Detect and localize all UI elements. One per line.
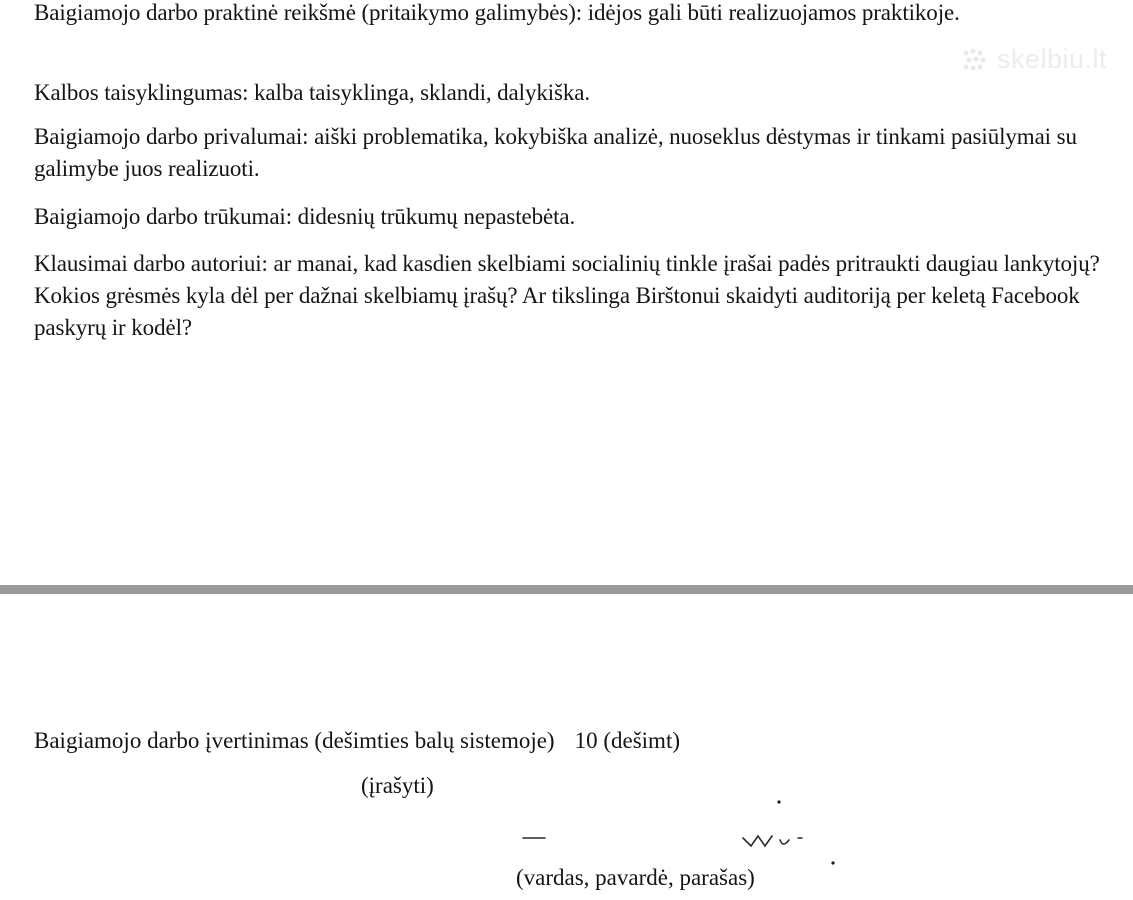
skelbiu-logo-icon (961, 47, 991, 73)
paragraph-label: Baigiamojo darbo privalumai: (34, 124, 309, 149)
paragraph-shortcomings (34, 201, 1119, 233)
paragraph-text: aiški problematika, kokybiška analizė, nuoseklus dėstymas ir tinkami pasiūlymai su galimybe juos realizuoti. (34, 124, 1077, 181)
signature-caption: (vardas, pavardė, parašas) (516, 865, 755, 890)
page-separator (0, 585, 1133, 594)
paragraph-text: ar manai, kad kasdien skelbiami socialinių tinkle įrašai padės pritraukti daugiau lankytojų? Kokios grėsmės kyla dėl per dažnai skelbiamų įrašų? Ar tikslinga Birštonui skaidyti auditoriją per keletą Facebook paskyrų ir kodėl? (34, 251, 1100, 340)
paragraph-label: Kalbos taisyklingumas: (34, 80, 249, 105)
evaluation-label: Baigiamojo darbo įvertinimas (dešimties balų sistemoje) (34, 728, 555, 753)
paragraph-label: Baigiamojo darbo trūkumai: (34, 204, 293, 229)
evaluation-line (34, 725, 680, 757)
paragraph-text: kalba taisyklinga, sklandi, dalykiška. (254, 80, 591, 105)
paragraph-text: idėjos gali būti realizuojamos praktikoje. (587, 0, 960, 25)
evaluation-note: (įrašyti) (361, 773, 434, 798)
paragraph-label: Baigiamojo darbo praktinė reikšmė (pritaikymo galimybės): (34, 0, 583, 25)
paragraph-advantages (34, 121, 1119, 185)
watermark (961, 44, 1107, 75)
paragraph-practical-significance (34, 0, 1119, 29)
evaluation-grade: 10 (dešimt) (574, 728, 680, 753)
paragraph-language-correctness (34, 77, 1119, 109)
paragraph-label: Klausimai darbo autoriui: (34, 251, 268, 276)
watermark-text: skelbiu.lt (996, 44, 1107, 74)
paragraph-questions-to-author (34, 248, 1119, 344)
paragraph-text: didesnių trūkumų nepastebėta. (297, 204, 576, 229)
